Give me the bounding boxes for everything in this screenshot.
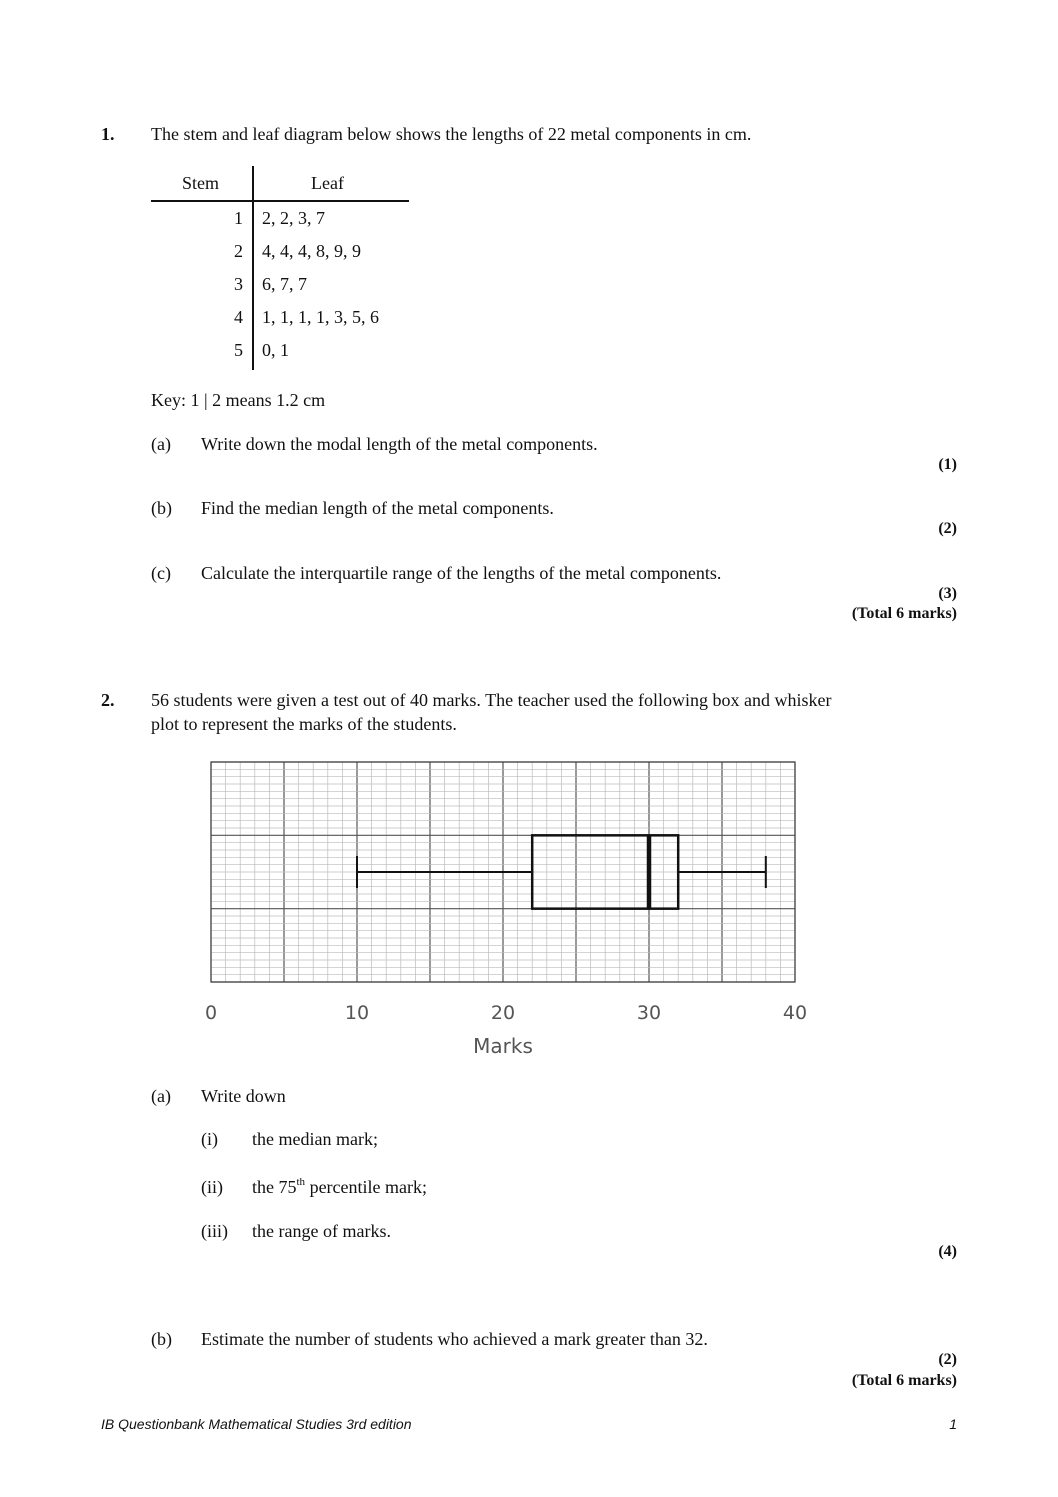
q1-part-c-label: (c) <box>151 563 171 583</box>
q2-part-b-marks: (2) <box>938 1351 957 1368</box>
table-row <box>151 208 409 238</box>
q2-intro-line1: 56 students were given a test out of 40 marks. The teacher used the following box and whisker <box>151 690 832 710</box>
stem-value: 5 <box>234 340 243 360</box>
stem-value: 3 <box>234 274 243 294</box>
x-tick-label: 40 <box>782 1002 808 1024</box>
stem-leaf-key: Key: 1 | 2 means 1.2 cm <box>151 390 326 410</box>
q2-part-a-ii-label: (ii) <box>201 1177 223 1197</box>
q1-part-b-label: (b) <box>151 498 172 518</box>
q1-part-b-marks: (2) <box>938 520 957 537</box>
x-axis-label: Marks <box>473 1034 533 1058</box>
stem-value: 1 <box>234 208 243 228</box>
leaf-header: Leaf <box>311 173 344 193</box>
x-tick-label: 0 <box>204 1002 218 1024</box>
box-whisker-chart <box>198 754 818 1064</box>
q2-part-b-label: (b) <box>151 1329 172 1349</box>
q2-part-a-iii-label: (iii) <box>201 1221 228 1241</box>
x-tick-label: 20 <box>490 1002 516 1024</box>
q2-part-a-label: (a) <box>151 1086 171 1106</box>
q2-part-a-iii-text: the range of marks. <box>252 1221 391 1241</box>
q1-part-c-marks: (3) <box>938 585 957 602</box>
q2-part-a-i-text: the median mark; <box>252 1129 378 1149</box>
q1-part-b-text: Find the median length of the metal components. <box>201 498 554 518</box>
table-row <box>151 340 409 370</box>
stem-value: 2 <box>234 241 243 261</box>
percentile-text-after: percentile mark; <box>305 1177 428 1197</box>
q2-intro-line2: plot to represent the marks of the students. <box>151 714 457 734</box>
q2-part-a-i-label: (i) <box>201 1129 218 1149</box>
stem-header: Stem <box>182 173 220 193</box>
q2-total-marks: (Total 6 marks) <box>851 1372 957 1389</box>
leaf-values: 6, 7, 7 <box>262 274 307 294</box>
q1-number: 1. <box>101 124 115 144</box>
q2-part-a-marks: (4) <box>938 1243 957 1260</box>
x-tick-label: 10 <box>344 1002 370 1024</box>
q2-part-a-ii-text <box>252 1177 427 1198</box>
leaf-values: 4, 4, 4, 8, 9, 9 <box>262 241 361 261</box>
ordinal-suffix: th <box>296 1176 306 1188</box>
q2-number: 2. <box>101 690 115 710</box>
q1-intro: The stem and leaf diagram below shows the lengths of 22 metal components in cm. <box>151 124 752 144</box>
table-row <box>151 274 409 304</box>
leaf-values: 2, 2, 3, 7 <box>262 208 325 228</box>
table-header-rule <box>151 200 409 202</box>
x-tick-label: 30 <box>636 1002 662 1024</box>
leaf-values: 1, 1, 1, 1, 3, 5, 6 <box>262 307 379 327</box>
table-row <box>151 307 409 337</box>
stem-leaf-table <box>151 166 409 370</box>
q2-part-a-text: Write down <box>201 1086 286 1106</box>
q1-part-c-text: Calculate the interquartile range of the lengths of the metal components. <box>201 563 722 583</box>
stem-value: 4 <box>234 307 243 327</box>
q1-part-a-marks: (1) <box>938 456 957 473</box>
footer-source: IB Questionbank Mathematical Studies 3rd edition <box>101 1416 412 1432</box>
table-row <box>151 241 409 271</box>
q1-part-a-text: Write down the modal length of the metal components. <box>201 434 598 454</box>
q2-part-b-text: Estimate the number of students who achieved a mark greater than 32. <box>201 1329 708 1349</box>
leaf-values: 0, 1 <box>262 340 289 360</box>
q1-total-marks: (Total 6 marks) <box>851 605 957 622</box>
footer-page-number: 1 <box>949 1416 957 1432</box>
percentile-text-before: the 75 <box>252 1177 297 1197</box>
q1-part-a-label: (a) <box>151 434 171 454</box>
